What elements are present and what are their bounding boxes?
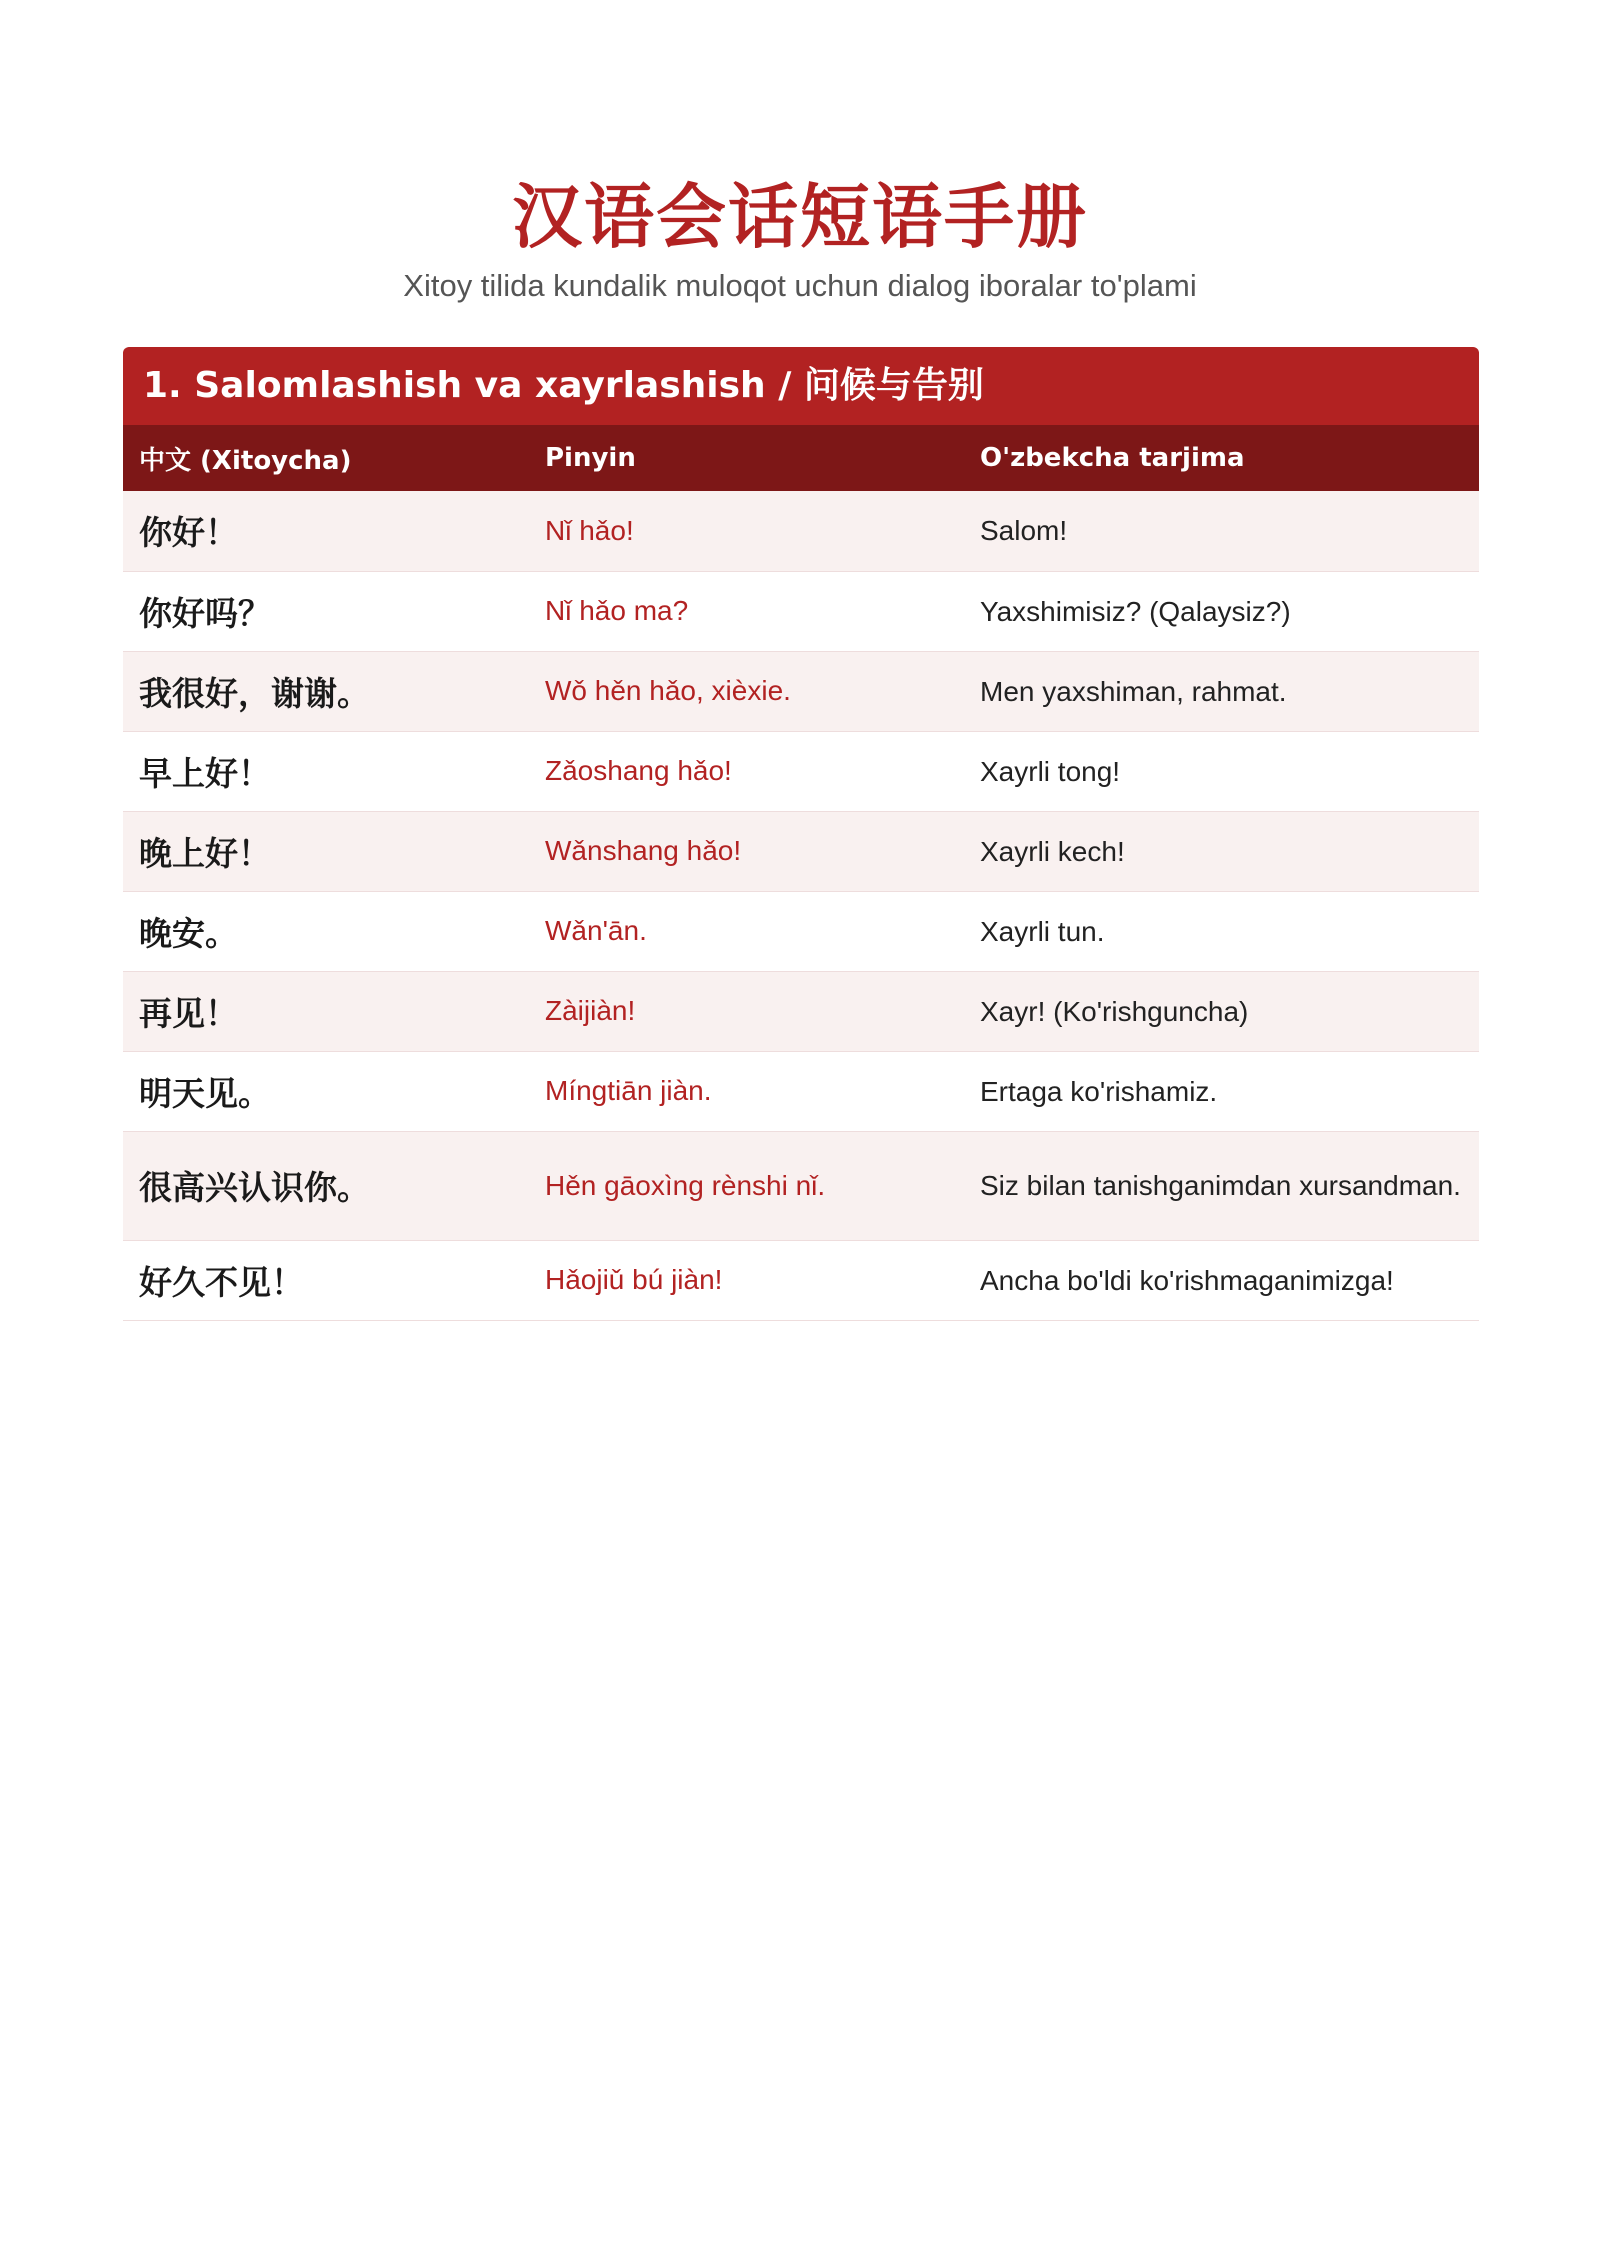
cell-pinyin: Nǐ hǎo ma?: [545, 595, 689, 626]
cell-chinese: 很高兴认识你。: [139, 1168, 370, 1207]
document-title: 汉语会话短语手册: [512, 176, 1088, 258]
cell-pinyin: Nǐ hǎo!: [545, 514, 634, 546]
column-header-chinese: 中文 (Xitoycha): [139, 445, 352, 476]
column-header-pinyin: Pinyin: [545, 443, 636, 473]
document-subtitle: Xitoy tilida kundalik muloqot uchun dialog iboralar to'plami: [403, 268, 1197, 303]
cell-uzbek: Salom!: [980, 515, 1068, 547]
table-header-row: [123, 425, 1479, 491]
table-row: [123, 491, 1479, 571]
cell-uzbek: Ertaga ko'rishamiz.: [980, 1075, 1218, 1107]
cell-chinese: 你好！: [139, 513, 238, 553]
cell-pinyin: Wǎnshang hǎo!: [545, 835, 742, 866]
table-row: [123, 651, 1479, 731]
cell-uzbek: Xayrli tun.: [980, 915, 1105, 947]
cell-uzbek: Xayrli kech!: [980, 835, 1125, 867]
cell-pinyin: Hǎojiǔ bú jiàn!: [545, 1264, 723, 1295]
cell-pinyin: Zǎoshang hǎo!: [545, 755, 732, 786]
cell-uzbek: Xayrli tong!: [980, 755, 1121, 787]
section-title: 1. Salomlashish va xayrlashish / 问候与告别: [123, 347, 1479, 425]
column-header-uzbek: O'zbekcha tarjima: [980, 443, 1245, 473]
cell-chinese: 早上好！: [139, 753, 271, 793]
table-row: [123, 811, 1479, 891]
table-row: [123, 731, 1479, 811]
cell-chinese: 我很好，谢谢。: [139, 673, 370, 713]
cell-pinyin: Míngtiān jiàn.: [545, 1075, 712, 1106]
cell-uzbek: Siz bilan tanishganimdan xursandman.: [980, 1170, 1461, 1201]
section-greetings: [123, 347, 1479, 1321]
cell-chinese: 再见！: [139, 993, 238, 1033]
cell-chinese: 晚安。: [139, 913, 238, 953]
table-row: [123, 1240, 1479, 1320]
table-row: [123, 1131, 1479, 1240]
cell-chinese: 你好吗？: [139, 593, 271, 633]
cell-chinese: 晚上好！: [139, 833, 271, 873]
table-row: [123, 1051, 1479, 1131]
cell-pinyin: Hěn gāoxìng rènshi nǐ.: [545, 1169, 826, 1201]
table-row: [123, 971, 1479, 1051]
cell-pinyin: Zàijiàn!: [545, 995, 636, 1026]
cell-uzbek: Yaxshimisiz? (Qalaysiz?): [980, 595, 1291, 627]
cell-pinyin: Wǒ hěn hǎo, xièxie.: [545, 675, 791, 706]
table-row: [123, 891, 1479, 971]
cell-chinese: 明天见。: [139, 1073, 271, 1113]
cell-chinese: 好久不见！: [139, 1262, 304, 1302]
table-row: [123, 571, 1479, 651]
cell-uzbek: Ancha bo'ldi ko'rishmaganimizga!: [980, 1264, 1394, 1296]
phrase-table: [123, 425, 1479, 1321]
cell-pinyin: Wǎn'ān.: [545, 915, 647, 946]
cell-uzbek: Men yaxshiman, rahmat.: [980, 675, 1287, 707]
cell-uzbek: Xayr! (Ko'rishguncha): [980, 995, 1249, 1027]
